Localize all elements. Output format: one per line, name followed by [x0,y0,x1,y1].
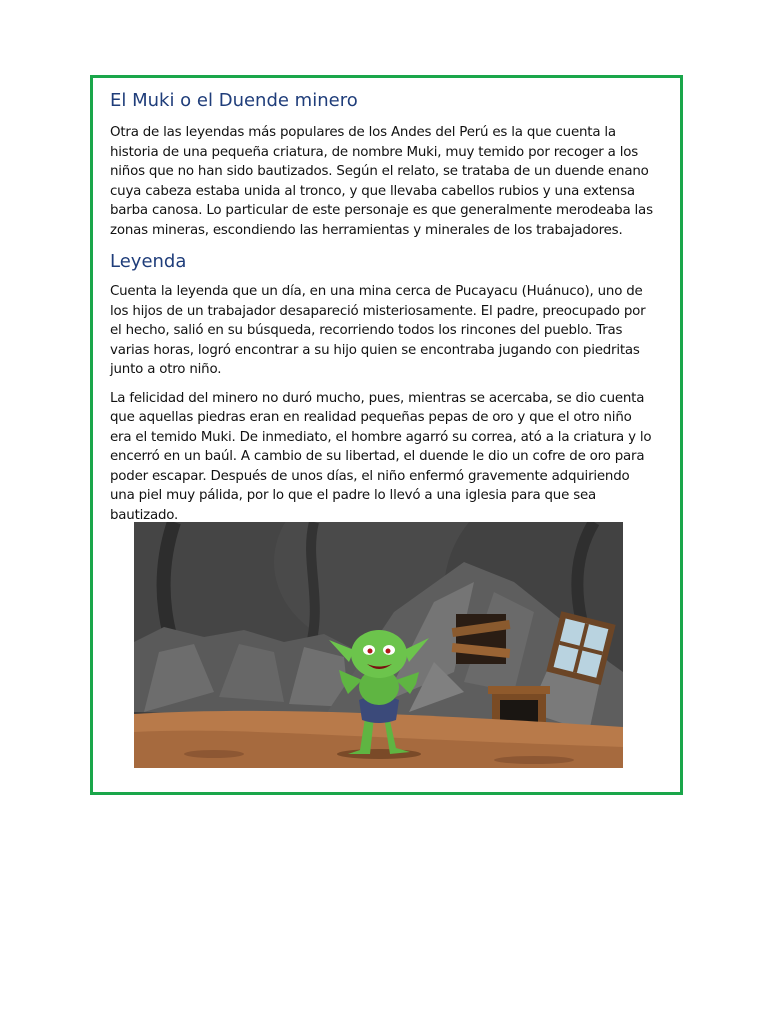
article-title: El Muki o el Duende minero [110,90,358,111]
legend-paragraph-2: La felicidad del minero no duró mucho, pues, mientras se acercaba, se dio cuenta que aquellas piedras eran en realidad pequeñas pepas de oro y que el otro niño era el temido Muki. De inmediato, el hombre agarró su correa, ató a la criatura y lo encerró en un baúl. A cambio de su libertad, el duende le dio un cofre de oro para poder escapar. Después de unos días, el niño enfermó gravemente adquiriendo una piel muy pálida, por lo que el padre lo llevó a una iglesia para que sea bautizado. [110,390,652,523]
article-content [110,88,655,534]
legend-paragraph-1: Cuenta la leyenda que un día, en una mina cerca de Pucayacu (Huánuco), uno de los hijos de un trabajador desapareció misteriosamente. El padre, preocupado por el hecho, salió en su búsqueda, recorriendo todos los rincones del pueblo. Tras varias horas, logró encontrar a su hijo quien se encontraba jugando con piedritas junto a otro niño. [110,284,646,377]
article-frame [90,75,683,795]
intro-paragraph: Otra de las leyendas más populares de los Andes del Perú es la que cuenta la historia de una pequeña criatura, de nombre Muki, muy temido por recoger a los niños que no han sido bautizados. Según el relato, se trataba de un duende enano cuya cabeza estaba unida al tronco, y que llevaba cabellos rubios y una extensa barba canosa. Lo particular de este personaje es que generalmente merodeaba las zonas mineras, escondiendo las herramientas y minerales de los trabajadores. [110,125,653,238]
section-heading: Leyenda [110,251,187,272]
goblin-mine-illustration [134,522,623,768]
